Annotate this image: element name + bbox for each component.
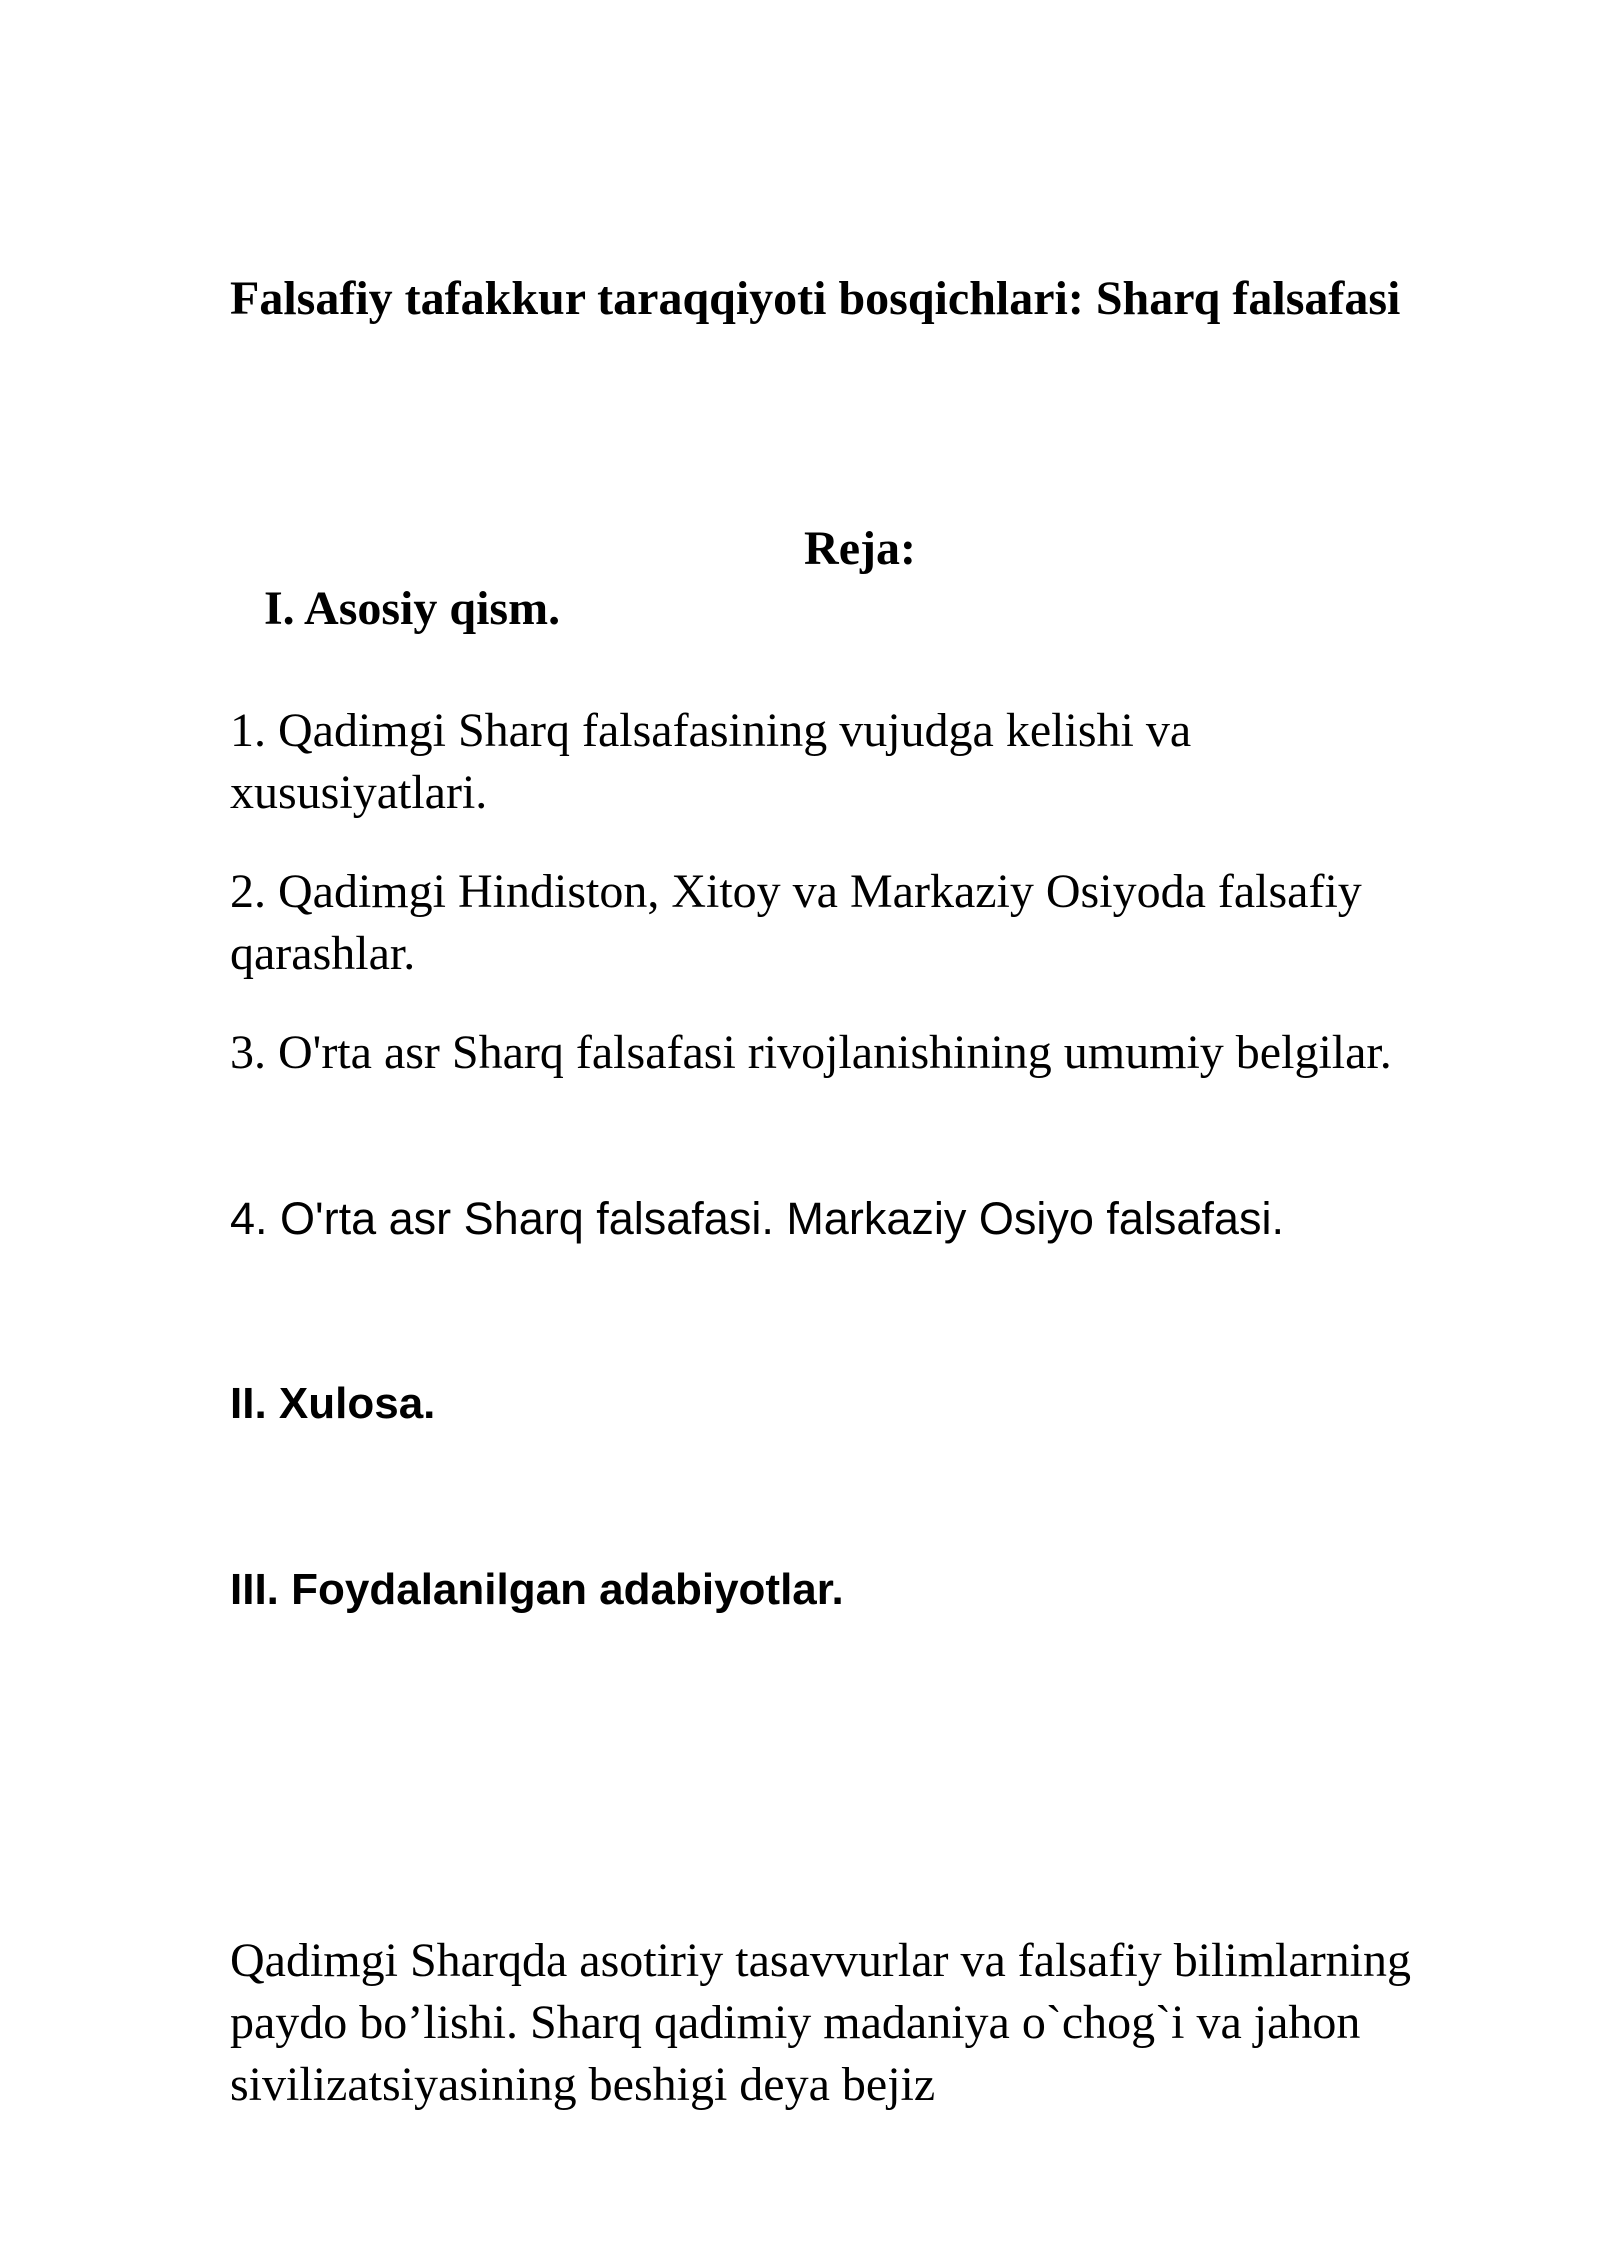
document-title: Falsafiy tafakkur taraqqiyoti bosqichlari: Sharq falsafasi: [230, 272, 1401, 325]
section-references-heading: III. Foydalanilgan adabiyotlar.: [230, 1565, 844, 1614]
plan-item-3: 3. O'rta asr Sharq falsafasi rivojlanishining umumiy belgilar.: [230, 1026, 1392, 1079]
plan-item-4: 4. O'rta asr Sharq falsafasi. Markaziy Osiyo falsafasi.: [230, 1193, 1284, 1244]
plan-item-2: 2. Qadimgi Hindiston, Xitoy va Markaziy Osiyoda falsafiy qarashlar.: [230, 865, 1362, 980]
section-main-heading: I. Asosiy qism.: [264, 582, 561, 635]
plan-item-1: 1. Qadimgi Sharq falsafasining vujudga kelishi va xususiyatlari.: [230, 704, 1192, 819]
body-paragraph: Qadimgi Sharqda asotiriy tasavvurlar va falsafiy bilimlarning paydo bo’lishi. Sharq qadimiy madaniya o`chog`i va jahon sivilizatsiyasining beshigi deya bejiz: [230, 1934, 1412, 2111]
section-conclusion-heading: II. Xulosa.: [230, 1379, 436, 1428]
plan-heading: Reja:: [804, 522, 916, 575]
